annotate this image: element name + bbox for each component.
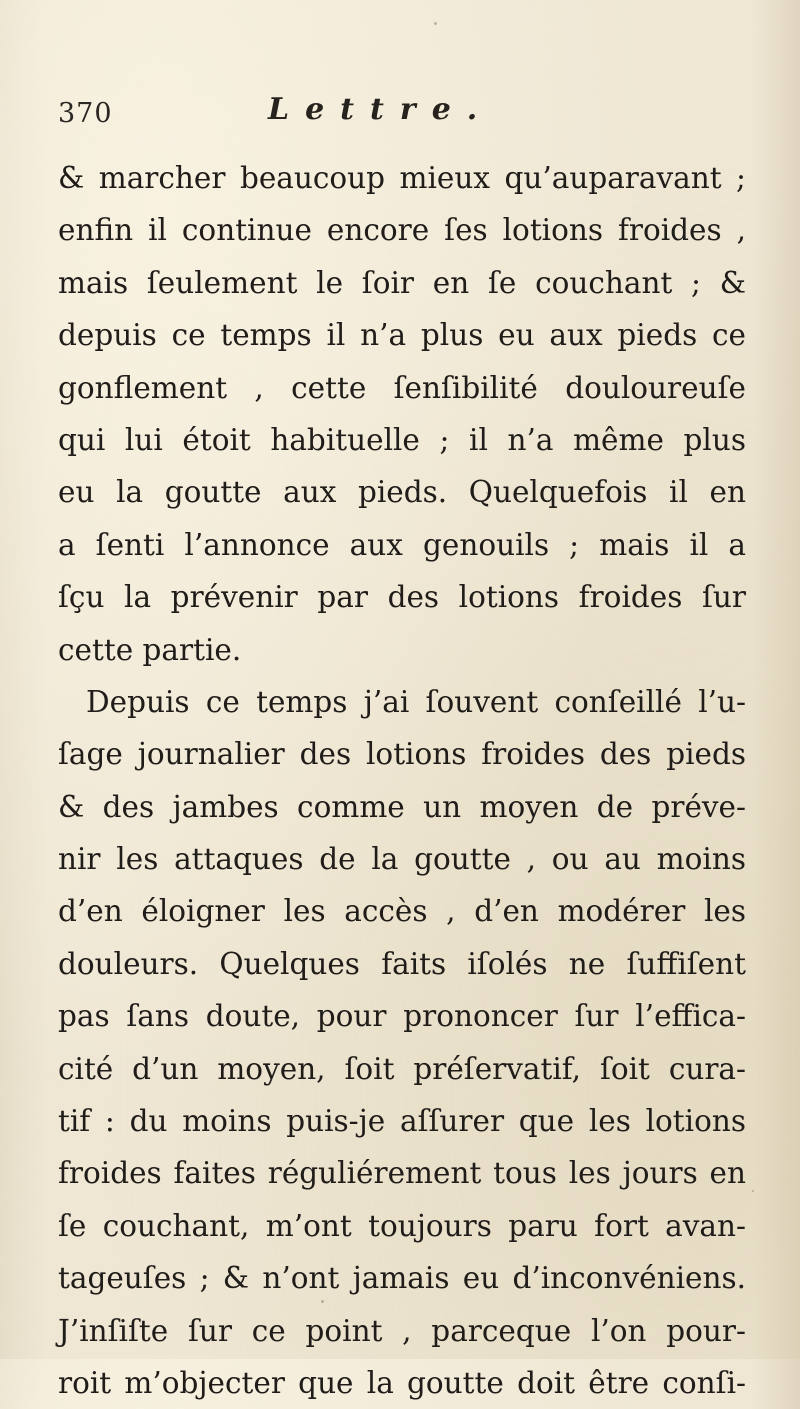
paper-speck [752, 1190, 754, 1192]
text-line: pas ſans doute, pour prononcer ſur l’effica- [58, 999, 746, 1034]
text-line: depuis ce temps il n’a plus eu aux pieds ce [58, 318, 746, 353]
text-line: ſage journalier des lotions froides des pieds [58, 737, 746, 772]
text-line: Depuis ce temps j’ai ſouvent conſeillé l’u- [86, 684, 746, 719]
text-line: tageuſes ; & n’ont jamais eu d’inconvéniens. [58, 1261, 746, 1296]
text-line: douleurs. Quelques faits iſolés ne ſuffiſent [58, 946, 746, 981]
text-line: tif : du moins puis-je aſſurer que les lotions [58, 1104, 746, 1139]
running-title: Lettre. [268, 92, 494, 127]
text-line: eu la goutte aux pieds. Quelquefois il en [58, 475, 746, 510]
text-line: cité d’un moyen, ſoit préſervatif, ſoit cura- [58, 1051, 746, 1086]
body-text [58, 152, 746, 1409]
text-line: cette partie. [58, 632, 242, 667]
text-line: gonflement , cette ſenſibilité douloureuſe [58, 370, 746, 405]
text-line: ſçu la prévenir par des lotions froides ſur [58, 580, 746, 615]
text-line: roit m’objecter que la goutte doit être conſi- [58, 1365, 746, 1400]
text-line: mais ſeulement le ſoir en ſe couchant ; & [58, 265, 746, 300]
paper-speck [434, 22, 437, 25]
text-line: d’en éloigner les accès , d’en modérer les [58, 894, 746, 929]
text-line: & des jambes comme un moyen de préve- [58, 789, 746, 824]
text-line: qui lui étoit habituelle ; il n’a même plus [58, 422, 746, 457]
page-header [58, 92, 698, 142]
text-line: J’inſiſte ſur ce point , parceque l’on pour- [58, 1313, 746, 1348]
paper-speck [321, 1300, 324, 1303]
page-number: 370 [58, 98, 113, 129]
text-line: nir les attaques de la goutte , ou au moins [58, 842, 746, 877]
text-line: & marcher beaucoup mieux qu’auparavant ; [58, 161, 746, 195]
text-line: ſe couchant, m’ont toujours paru fort avan- [58, 1208, 746, 1243]
text-line: enfin il continue encore ſes lotions froides , [58, 213, 746, 248]
text-line: a ſenti l’annonce aux genouils ; mais il a [58, 527, 746, 562]
text-line: froides faites réguliérement tous les jours en [58, 1156, 746, 1191]
paper-speck [486, 492, 488, 494]
